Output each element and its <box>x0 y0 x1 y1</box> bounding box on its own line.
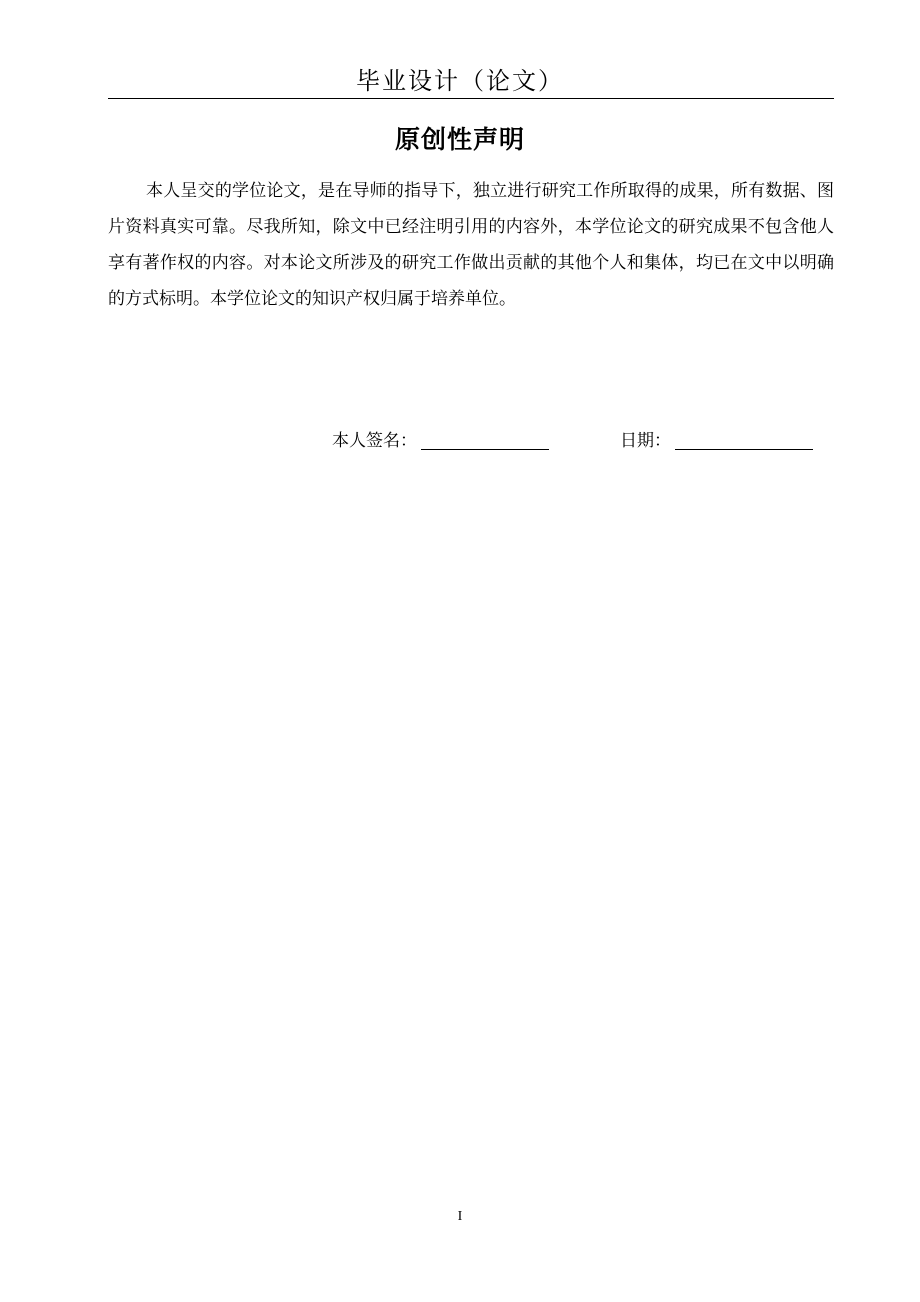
header-title: 毕业设计（论文） <box>356 67 564 95</box>
signature-label: 本人签名： <box>332 431 417 451</box>
date-label: 日期： <box>620 431 671 451</box>
date-blank-line <box>675 427 813 450</box>
signature-field <box>332 426 549 456</box>
signature-blank-line <box>421 427 549 450</box>
header-rule <box>108 98 834 99</box>
date-field <box>620 426 813 456</box>
page-number: I <box>457 1209 463 1224</box>
declaration-paragraph: 本人呈交的学位论文，是在导师的指导下，独立进行研究工作所取得的成果，所有数据、图片资料真实可靠。尽我所知，除文中已经注明引用的内容外，本学位论文的研究成果不包含他人享有著作权的内容。对本论文所涉及的研究工作做出贡献的其他个人和集体，均已在文中以明确的方式标明。本学位论文的知识产权归属于培养单位。 <box>108 181 834 309</box>
document-title: 原创性声明 <box>394 125 525 154</box>
